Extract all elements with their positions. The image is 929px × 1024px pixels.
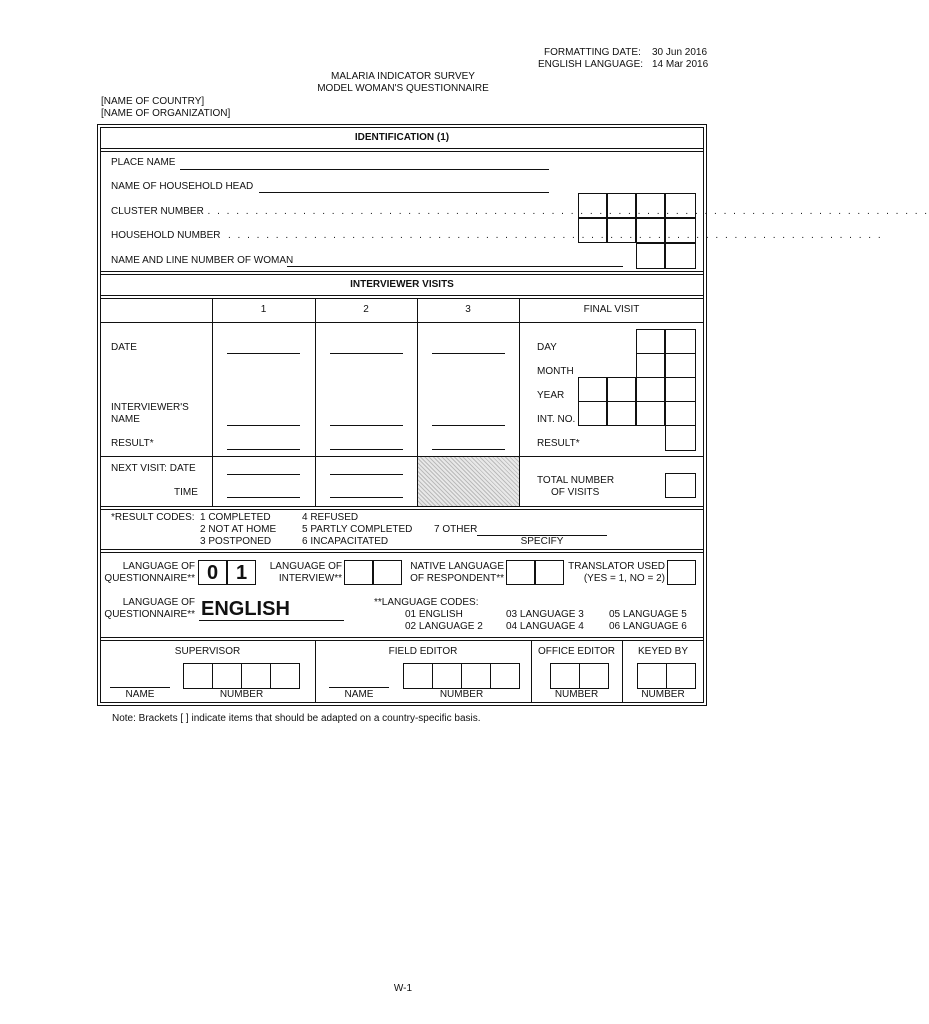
lang-interview-label-1: LANGUAGE OF (269, 561, 342, 572)
year-digit-2[interactable] (607, 377, 636, 402)
lang-questionnaire-value: ENGLISH (201, 598, 290, 620)
formatting-date-label: FORMATTING DATE: (544, 47, 641, 58)
month-digit-1[interactable] (636, 353, 665, 378)
native-language-label-1: NATIVE LANGUAGE (410, 561, 504, 572)
household-digit-4[interactable] (665, 218, 696, 243)
total-visits-box[interactable] (665, 473, 696, 498)
language-codes-title: **LANGUAGE CODES: (374, 597, 479, 608)
brackets-note: Note: Brackets [ ] indicate items that should be adapted on a country-specific basis. (112, 713, 481, 724)
int-no-label: INT. NO. (537, 414, 576, 425)
result-code-4: 4 REFUSED (302, 512, 359, 523)
identification-title: IDENTIFICATION (1) (354, 132, 450, 143)
field-editor-number-label: NUMBER (439, 689, 484, 700)
supervisor-number-label: NUMBER (219, 689, 264, 700)
keyed-by-number-digit-1[interactable] (637, 663, 667, 689)
result-code-1: 1 COMPLETED (200, 512, 271, 523)
field-editor-number-digit-2[interactable] (432, 663, 462, 689)
interviewer-name-label-2: NAME (111, 414, 140, 425)
visit3-interviewer-field[interactable] (432, 425, 505, 426)
next-visit1-time-field[interactable] (227, 497, 300, 498)
lang-questionnaire-code-digit-2: 1 (227, 560, 256, 585)
office-editor-number-digit-1[interactable] (550, 663, 580, 689)
result-code-5: 5 PARTLY COMPLETED (302, 524, 413, 535)
visit2-date-field[interactable] (330, 353, 403, 354)
lang-interview-digit-1[interactable] (344, 560, 373, 585)
year-digit-4[interactable] (665, 377, 696, 402)
lang-questionnaire-label-2: QUESTIONNAIRE** (104, 573, 195, 584)
native-language-label-2: OF RESPONDENT** (410, 573, 504, 584)
field-editor-number-digit-4[interactable] (490, 663, 520, 689)
int-no-digit-1[interactable] (578, 401, 607, 426)
result-code-7: 7 OTHER (434, 524, 478, 535)
visit1-interviewer-field[interactable] (227, 425, 300, 426)
specify-label: SPECIFY (520, 536, 564, 547)
office-editor-label: OFFICE EDITOR (537, 646, 616, 657)
lang-questionnaire-code-digit-1: 0 (198, 560, 227, 585)
household-head-label: NAME OF HOUSEHOLD HEAD (111, 181, 254, 192)
place-name-label: PLACE NAME (111, 157, 176, 168)
translator-used-label-1: TRANSLATOR USED (568, 561, 665, 572)
visit-col-2: 2 (363, 304, 369, 315)
supervisor-name-label: NAME (125, 689, 155, 700)
language-code-03: 03 LANGUAGE 3 (506, 609, 584, 620)
int-no-digit-2[interactable] (607, 401, 636, 426)
cluster-digit-2[interactable] (607, 193, 636, 218)
country-name: [NAME OF COUNTRY] (101, 96, 205, 107)
household-digit-2[interactable] (607, 218, 636, 243)
next-visit1-date-field[interactable] (227, 474, 300, 475)
keyed-by-label: KEYED BY (637, 646, 689, 657)
result-code-6: 6 INCAPACITATED (302, 536, 389, 547)
place-name-field[interactable] (180, 169, 549, 170)
visit2-result-field[interactable] (330, 449, 403, 450)
visit2-interviewer-field[interactable] (330, 425, 403, 426)
survey-subtitle: MODEL WOMAN'S QUESTIONNAIRE (317, 83, 489, 94)
supervisor-name-field[interactable] (110, 687, 170, 688)
household-number-label: HOUSEHOLD NUMBER (111, 230, 221, 241)
lang-interview-digit-2[interactable] (373, 560, 402, 585)
day-label: DAY (537, 342, 557, 353)
result-codes-label: *RESULT CODES: (111, 512, 195, 523)
visit-col-3: 3 (465, 304, 471, 315)
int-no-digit-3[interactable] (636, 401, 665, 426)
field-editor-name-label: NAME (344, 689, 374, 700)
english-language-label: ENGLISH LANGUAGE: (538, 59, 644, 70)
language-code-04: 04 LANGUAGE 4 (506, 621, 584, 632)
day-digit-1[interactable] (636, 329, 665, 354)
native-language-digit-1[interactable] (506, 560, 535, 585)
year-digit-1[interactable] (578, 377, 607, 402)
date-label: DATE (111, 342, 137, 353)
lang-questionnaire-label-1: LANGUAGE OF (122, 561, 195, 572)
supervisor-number-digit-4[interactable] (270, 663, 300, 689)
english-language-value: 14 Mar 2016 (652, 59, 709, 70)
final-result-label: RESULT* (537, 438, 580, 449)
page-number: W-1 (393, 983, 413, 994)
year-label: YEAR (537, 390, 565, 401)
household-head-field[interactable] (259, 192, 549, 193)
total-visits-label-1: TOTAL NUMBER (537, 475, 615, 486)
visit1-result-field[interactable] (227, 449, 300, 450)
survey-title: MALARIA INDICATOR SURVEY (331, 71, 475, 82)
interviewer-visits-title: INTERVIEWER VISITS (350, 279, 454, 290)
shaded-cell (418, 457, 519, 506)
interviewer-name-label-1: INTERVIEWER'S (111, 402, 189, 413)
cluster-digit-4[interactable] (665, 193, 696, 218)
next-visit2-time-field[interactable] (330, 497, 403, 498)
supervisor-number-digit-2[interactable] (212, 663, 242, 689)
int-no-digit-4[interactable] (665, 401, 696, 426)
final-visit-header: FINAL VISIT (583, 304, 640, 315)
office-editor-number-digit-2[interactable] (579, 663, 609, 689)
next-visit2-date-field[interactable] (330, 474, 403, 475)
field-editor-name-field[interactable] (329, 687, 389, 688)
result-label: RESULT* (111, 438, 154, 449)
result-code-3: 3 POSTPONED (200, 536, 272, 547)
next-visit-label: NEXT VISIT: DATE (111, 463, 196, 474)
month-label: MONTH (537, 366, 574, 377)
keyed-by-number-label: NUMBER (641, 689, 685, 700)
keyed-by-number-digit-2[interactable] (666, 663, 696, 689)
lang-questionnaire2-label-2: QUESTIONNAIRE** (104, 609, 195, 620)
supervisor-number-digit-3[interactable] (241, 663, 271, 689)
field-editor-number-digit-3[interactable] (461, 663, 491, 689)
language-code-01: 01 ENGLISH (405, 609, 463, 620)
office-editor-number-label: NUMBER (554, 689, 599, 700)
time-label: TIME (174, 487, 198, 498)
result-code-2: 2 NOT AT HOME (200, 524, 277, 535)
cluster-digit-1[interactable] (578, 193, 607, 218)
household-digit-3[interactable] (636, 218, 665, 243)
woman-name-line-label: NAME AND LINE NUMBER OF WOMAN (111, 255, 294, 266)
visit3-date-field[interactable] (432, 353, 505, 354)
woman-line-digit-2[interactable] (665, 243, 696, 269)
organization-name: [NAME OF ORGANIZATION] (101, 108, 231, 119)
language-code-02: 02 LANGUAGE 2 (405, 621, 483, 632)
day-digit-2[interactable] (665, 329, 696, 354)
visit3-result-field[interactable] (432, 449, 505, 450)
language-code-06: 06 LANGUAGE 6 (609, 621, 687, 632)
formatting-date-value: 30 Jun 2016 (652, 47, 708, 58)
lang-interview-label-2: INTERVIEW** (278, 573, 342, 584)
cluster-number-label: CLUSTER NUMBER (111, 206, 204, 217)
field-editor-label: FIELD EDITOR (388, 646, 458, 657)
supervisor-label: SUPERVISOR (174, 646, 241, 657)
visit-col-1: 1 (260, 304, 267, 315)
year-digit-3[interactable] (636, 377, 665, 402)
visit1-date-field[interactable] (227, 353, 300, 354)
language-code-05: 05 LANGUAGE 5 (609, 609, 687, 620)
lang-questionnaire2-label-1: LANGUAGE OF (122, 597, 195, 608)
supervisor-number-digit-1[interactable] (183, 663, 213, 689)
translator-used-box[interactable] (667, 560, 696, 585)
total-visits-label-2: OF VISITS (551, 487, 600, 498)
translator-used-label-2: (YES = 1, NO = 2) (583, 573, 665, 584)
cluster-digit-3[interactable] (636, 193, 665, 218)
woman-name-field[interactable] (287, 266, 623, 267)
household-digit-1[interactable] (578, 218, 607, 243)
field-editor-number-digit-1[interactable] (403, 663, 433, 689)
woman-line-digit-1[interactable] (636, 243, 665, 269)
month-digit-2[interactable] (665, 353, 696, 378)
final-result-box[interactable] (665, 425, 696, 451)
